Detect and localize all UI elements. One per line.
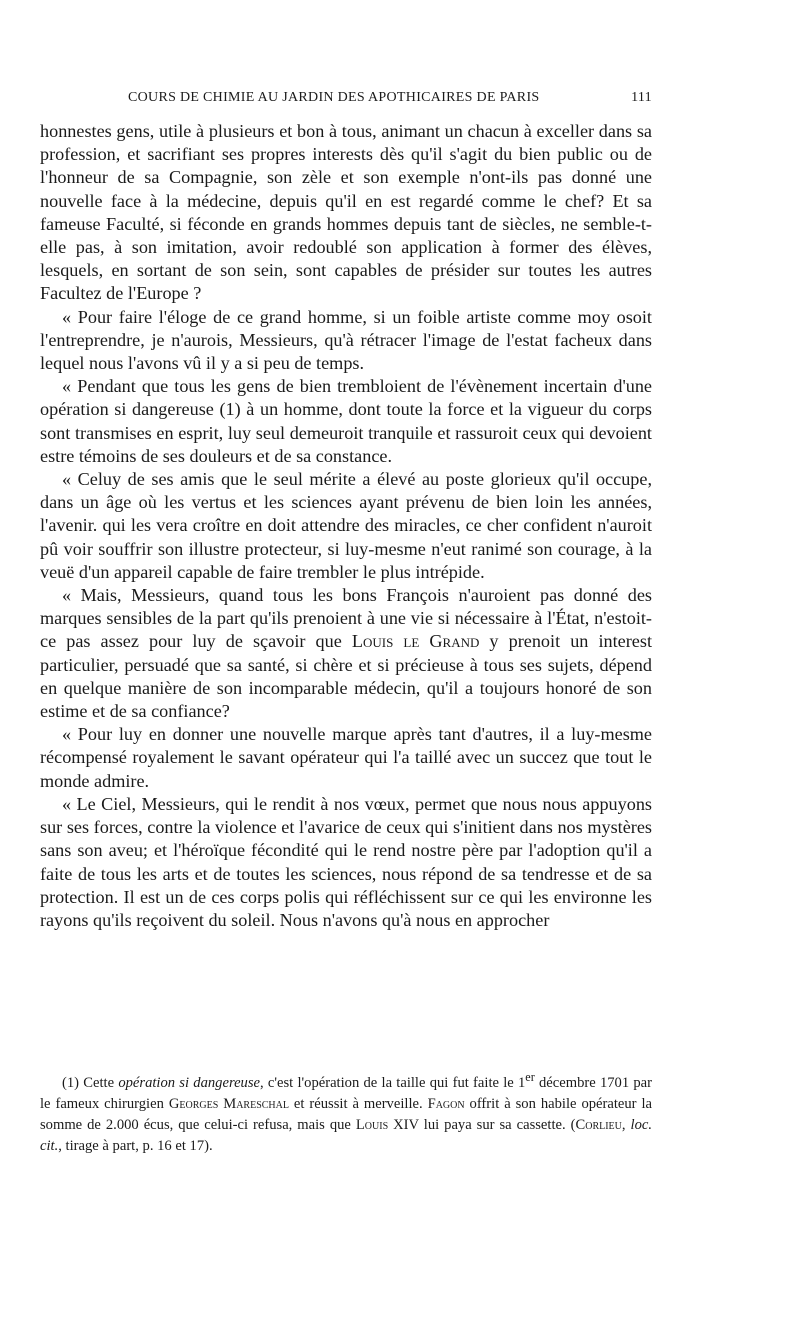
page-number: 111 (631, 90, 652, 105)
paragraph-continued: honnestes gens, utile à plusieurs et bon à tous, animant un chacun à exceller dans sa profession, et sacrifiant ses propres interests dès qu'il s'agit du bien public ou de l'honneur de sa Compagnie, son zèle et son exemple n'ont-ils pas donné une nouvelle face à la médecine, depuis qu'il en est regardé comme le chef? Et sa fameuse Faculté, si féconde en grands hommes depuis tant de siècles, ne semble-t-elle pas, à son imitation, avoir redoublé son application à former des élèves, lesquels, en sortant de son sein, sont capables de présider sur toutes les autres Facultez de l'Europe ? (40, 121, 652, 304)
footnote-text: décembre 1701 par le fameux chirurgien (40, 1074, 653, 1112)
footnote-text: et réussit à merveille. (288, 1095, 428, 1112)
running-head (40, 90, 652, 110)
footnote-name: Fagon (427, 1095, 465, 1112)
running-title: COURS DE CHIMIE AU JARDIN DES APOTHICAIRES DE PARIS (128, 90, 540, 105)
paragraph-ciel: « Le Ciel, Messieurs, qui le rendit à nos vœux, permet que nous nous appuyons sur ses forces, contre la violence et l'avarice de ceux qui s'initient dans nos mystères sans son aveu; et l'héroïque fécondité qui le rend nostre père par l'adoption qu'il a faite de tous les arts et de toutes les sciences, nous répond de sa tendresse et de sa protection. Il est un de ces corps polis qui réfléchissent sur ce qui les environne les rayons qu'ils reçoivent du soleil. Nous n'avons qu'à nous en approcher (40, 793, 652, 930)
royal-name: Louis le Grand (351, 631, 480, 652)
footnotes (40, 1067, 652, 1157)
footnote-text: XIV lui paya sur sa cassette. ( (388, 1116, 576, 1133)
body-text (40, 120, 652, 932)
footnote-italic: opération si dangereuse (118, 1074, 261, 1091)
footnote-text: , tirage à part, p. 16 et 17). (58, 1137, 213, 1154)
footnote-name: Louis (355, 1116, 389, 1133)
paragraph-text-part: y prenoit un interest particulier, persuadé que sa santé, si chère et si précieuse à tous ses sujets, dépend en quelque manière de son incomparable médecin, qu'il a toujours honoré de son estime et de sa confiance? (40, 631, 652, 722)
footnote-superscript: er (525, 1070, 535, 1084)
footnote-text: , (621, 1116, 631, 1133)
footnote-marker: (1) Cette (62, 1074, 119, 1091)
paragraph-eloge: « Pour faire l'éloge de ce grand homme, si un foible artiste comme moy osoit l'entreprendre, je n'aurois, Messieurs, qu'à rétracer l'image de l'estat facheux dans lequel nous l'avons vû il y a si peu de temps. (40, 306, 652, 374)
paragraph-confident: « Celuy de ses amis que le seul mérite a élevé au poste glorieux qu'il occupe, dans un âge où les vertus et les sciences ayant prévenu de bien loin les années, l'avenir. qui les vera croître en doit attendre des miracles, ce cher confident n'auroit pû voir souffrir son illustre protecteur, si luy-mesme n'eut ranimé son courage, à la veuë d'un appareil capable de faire trembler le plus intrépide. (40, 469, 652, 582)
paragraph-recompense: « Pour luy en donner une nouvelle marque après tant d'autres, il a luy-mesme récompensé royalement le savant opérateur qui l'a taillé avec un succez que tout le monde admire. (40, 724, 652, 791)
footnote-text: , c'est l'opération de la taille qui fut faite le 1 (260, 1074, 526, 1091)
footnote-text: offrit à son habile opérateur la somme de 2.000 écus, que celui-ci refusa, mais que (40, 1095, 653, 1133)
footnote-italic: loc. cit. (40, 1116, 652, 1154)
paragraph-operation: « Pendant que tous les gens de bien trembloient de l'évènement incertain d'une opération si dangereuse (1) à un homme, dont toute la force et la vigueur du corps sont transmises en esprit, luy seul demeuroit tranquile et rassuroit ceux qui devoient estre témoins de ses douleurs et de sa constance. (40, 376, 652, 466)
paragraph-louis-le-grand (40, 584, 652, 723)
footnote-1 (40, 1067, 652, 1157)
footnote-name: Georges Mareschal (168, 1095, 289, 1112)
paragraph-text-part: « Mais, Messieurs, quand tous les bons François n'auroient pas donné des marques sensibles de la part qu'ils prenoient à une vie si nécessaire à l'État, n'estoit-ce pas assez pour luy de sçavoir que (40, 585, 652, 652)
footnote-name: Corlieu (575, 1116, 622, 1133)
